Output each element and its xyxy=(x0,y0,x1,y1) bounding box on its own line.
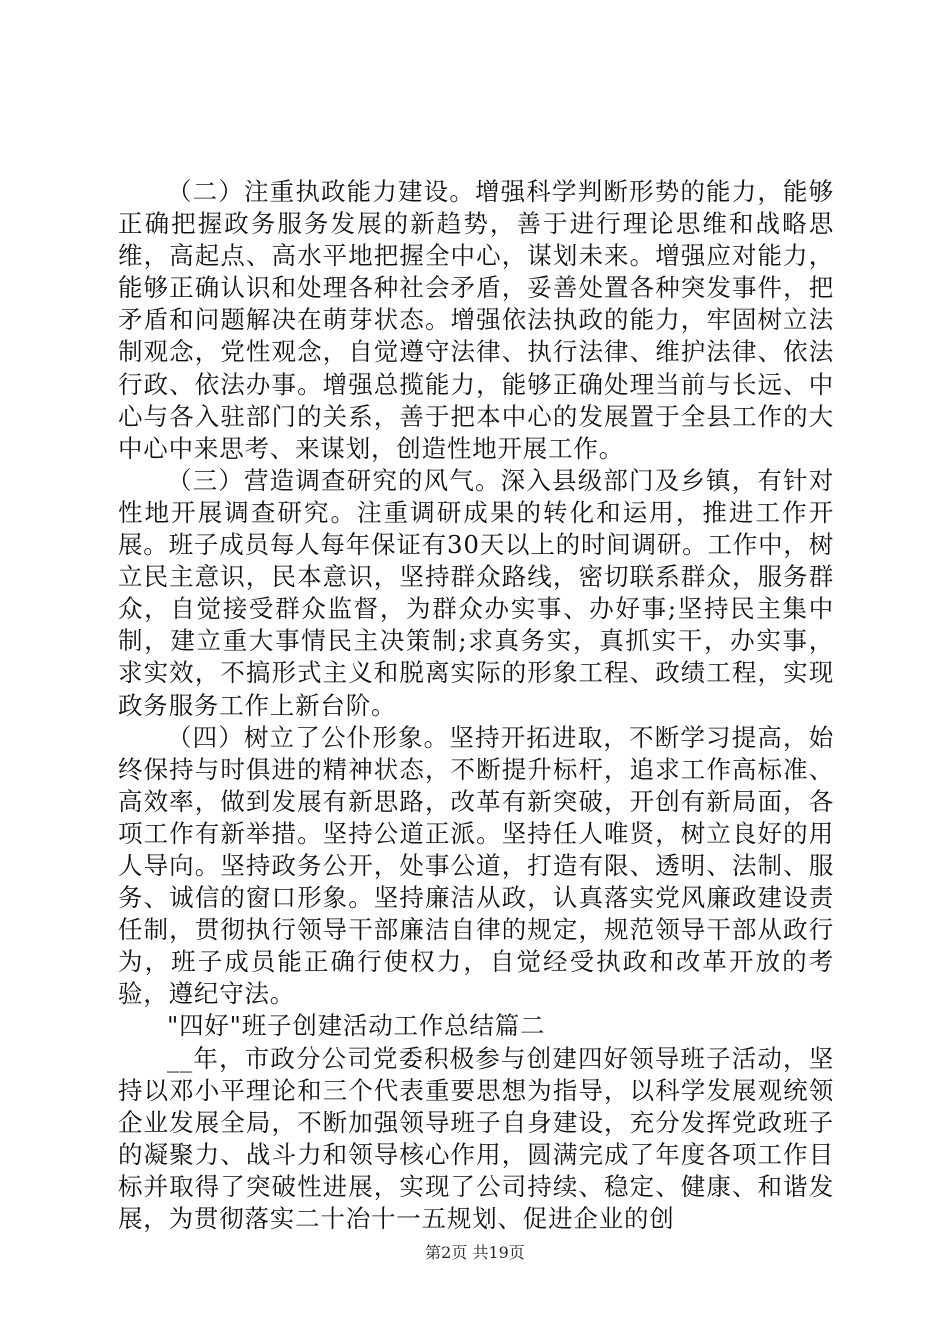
paragraph-section-four: （四）树立了公仆形象。坚持开拓进取，不断学习提高，始终保持与时俱进的精神状态，不断提升标杆，追求工作高标准、高效率，做到发展有新思路，改革有新突破，开创有新局面，各项工作有新举措。坚持公道正派。坚持任人唯贤，树立良好的用人导向。坚持政务公开，处事公道，打造有限、透明、法制、服务、诚信的窗口形象。坚持廉洁从政，认真落实党风廉政建设责任制，贯彻执行领导干部廉洁自律的规定，规范领导干部从政行为，班子成员能正确行使权力，自觉经受执政和改革开放的考验，遵纪守法。 xyxy=(118,722,834,1009)
paragraph-section-three: （三）营造调查研究的风气。深入县级部门及乡镇，有针对性地开展调查研究。注重调研成果的转化和运用，推进工作开展。班子成员每人每年保证有30天以上的时间调研。工作中，树立民主意识，民本意识，坚持群众路线，密切联系群众，服务群众，自觉接受群众监督，为群众办实事、办好事;坚持民主集中制，建立重大事情民主决策制;求真务实，真抓实干，办实事，求实效，不搞形式主义和脱离实际的形象工程、政绩工程，实现政务服务工作上新台阶。 xyxy=(118,465,834,720)
paragraph-part-two-intro: __年，市政分公司党委积极参与创建四好领导班子活动，坚持以邓小平理论和三个代表重要思想为指导，以科学发展观统领企业发展全局，不断加强领导班子自身建设，充分发挥党政班子的凝聚力、战斗力和领导核心作用，圆满完成了年度各项工作目标并取得了突破性进展，实现了公司持续、稳定、健康、和谐发展，为贯彻落实二十冶十一五规划、促进企业的创 xyxy=(118,1043,834,1233)
page-footer: 第2页 共19页 xyxy=(425,1243,525,1262)
section-heading: "四好"班子创建活动工作总结篇二 xyxy=(167,1011,546,1041)
paragraph-section-two: （二）注重执政能力建设。增强科学判断形势的能力，能够正确把握政务服务发展的新趋势，善于进行理论思维和战略思维，高起点、高水平地把握全中心，谋划未来。增强应对能力，能够正确认识和处理各种社会矛盾，妥善处置各种突发事件，把矛盾和问题解决在萌芽状态。增强依法执政的能力，牢固树立法制观念，党性观念，自觉遵守法律、执行法律、维护法律、依法行政、依法办事。增强总揽能力，能够正确处理当前与长远、中心与各入驻部门的关系，善于把本中心的发展置于全县工作的大中心中来思考、来谋划，创造性地开展工作。 xyxy=(118,177,834,463)
document-body xyxy=(118,176,834,1235)
